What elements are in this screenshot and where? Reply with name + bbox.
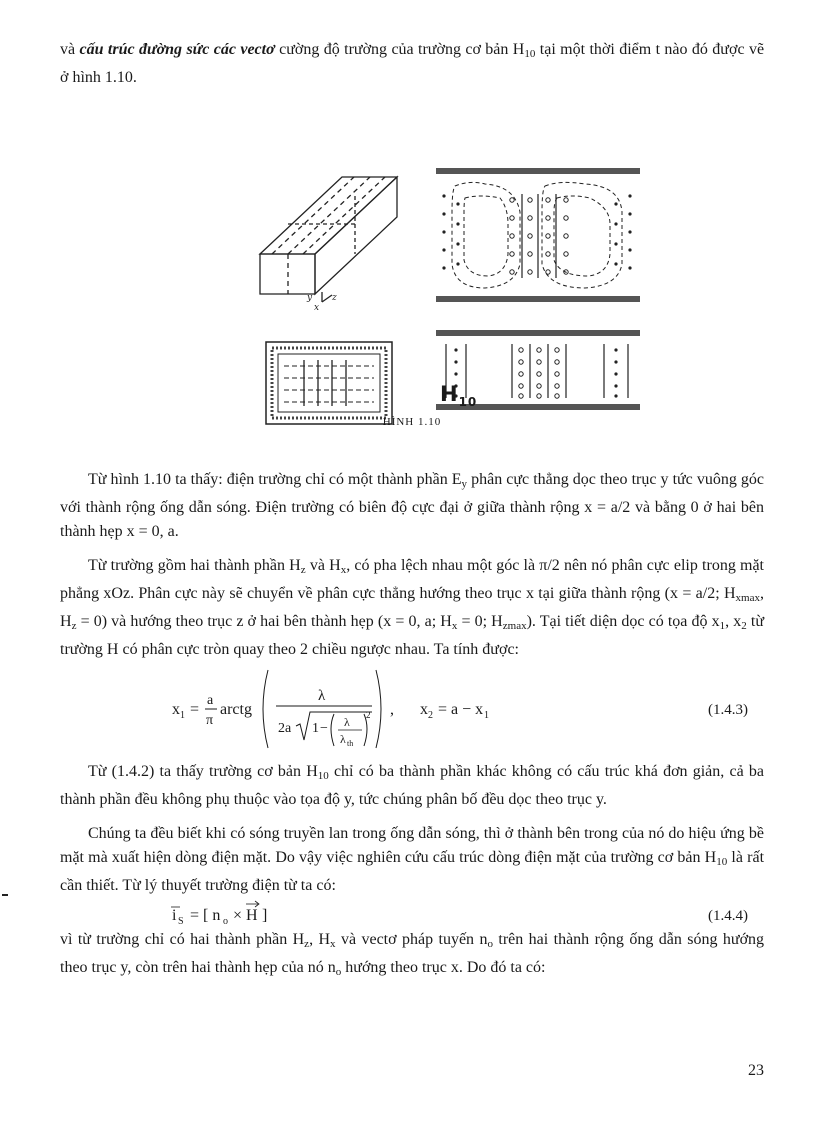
page-number: 23 (748, 1062, 764, 1079)
body-text (60, 468, 764, 984)
eq2-h: H (246, 907, 258, 924)
eq1-lambda-th-sub: th (347, 739, 354, 748)
eq1-inner-num: λ (318, 688, 326, 704)
eq1-exponent: 2 (366, 710, 371, 720)
longitudinal-top-view (436, 168, 640, 302)
eq2-lhs: i (172, 907, 177, 924)
paragraph-h10-components: Từ (1.4.2) ta thấy trường cơ bản $H_{10}$ chỉ có ba thành phần khác không có cấu trúc khá đơn giản, cả ba thành phần đều không phụ thuộc vào tọa độ y, tức chúng phân bố đều dọc theo trục y. (60, 763, 764, 808)
paragraph-surface-current: Chúng ta đều biết khi có sóng truyền lan trong ống dẫn sóng, thì ở thành bên trong của nó do hiệu ứng bề mặt mà xuất hiện dòng điện mặt. Do vậy việc nghiên cứu cấu trúc dòng điện mặt của trường cơ bản $H_{10}$ là rất cần thiết. Từ lý thuyết trường điện từ ta có: (60, 825, 765, 894)
eq1-frac-den: π (206, 713, 214, 728)
eq2-n0-sub: o (223, 916, 228, 927)
cross-section-view (266, 342, 392, 424)
page-content (60, 38, 764, 984)
eq1-equals: = (190, 701, 200, 718)
eq1-lambda: λ (344, 715, 350, 729)
eq2-open: = [ n (190, 907, 221, 924)
eq1-coef: 2a (278, 721, 292, 736)
eq1-number: (1.4.3) (708, 702, 748, 718)
intro-paragraph: và cấu trúc đường sức các vectơ cường độ trường của trường cơ bản $H_{10}$ tại một thời điểm t nào đó được vẽ ở hình 1.10. (60, 41, 765, 86)
eq1-one: 1 (312, 721, 319, 736)
eq1-x2-rhs-sub: 1 (484, 710, 489, 721)
eq1-lhs-sub: 1 (180, 710, 185, 721)
eq1-x2-rhs: = a − x (438, 701, 484, 718)
eq2-number: (1.4.4) (708, 908, 748, 924)
axis-y-label: y (307, 293, 313, 303)
equation-1-4-4 (60, 898, 764, 928)
paragraph-efield: Từ hình 1.10 ta thấy: điện trường chỉ có một thành phần $E_y$ phân cực thẳng dọc theo trục y tức vuông góc với thành rộng ống dẫn sóng. Điện trường có biên độ cực đại ở giữa thành rộng x = a/2 và bằng 0 ở hai bên thành hẹp x = 0, a. (60, 471, 765, 540)
eq1-frac-num: a (207, 693, 214, 708)
figure-mode-label: $H_{10}$ (440, 382, 478, 410)
eq1-x2-sub: 2 (428, 710, 433, 721)
axis-z-label: z (332, 293, 337, 303)
paragraph-hfield: Từ trường gồm hai thành phần $H_z$ và $H_x$, có pha lệch nhau một góc là π/2 nên nó phân cực elip trong mặt phẳng xOz. Phân cực này sẽ chuyển về phân cực thẳng hướng theo trục x tại giữa thành rộng (x = a/2; $H_{xmax}$, $H_z = 0$) và hướng theo trục z ở hai bên thành hẹp (x = 0, a; $H_x = 0$; $H_{zmax}$). Tại tiết diện dọc có tọa độ $x_1$, $x_2$ từ trường H có phân cực tròn quay theo 2 chiều ngược nhau. Ta tính được: (60, 557, 765, 658)
margin-mark (2, 894, 8, 896)
eq1-lambda-th: λ (340, 732, 346, 746)
figure-caption: HÌNH 1.10 (382, 416, 442, 428)
eq2-lhs-sub: S (178, 916, 184, 927)
eq2-cross: × (233, 907, 243, 924)
axis-x-label: x (314, 303, 320, 313)
equation-1-4-3 (60, 666, 764, 752)
eq1-comma: , (390, 701, 394, 718)
figure-drawing (60, 104, 764, 436)
eq1-arctg: arctg (220, 701, 252, 718)
eq1-minus: − (320, 721, 328, 736)
waveguide-3d-sketch (260, 177, 397, 302)
equation-1-4-3-drawing (60, 666, 764, 752)
eq1-x2: x (420, 701, 428, 718)
eq2-close: ] (262, 907, 268, 924)
eq1-lhs: x (172, 701, 180, 718)
paragraph-normal-vector: vì từ trường chỉ có hai thành phần $H_z$, $H_x$ và vectơ pháp tuyến $n_o$ trên hai thành rộng ống dẫn sóng hướng theo trục y, còn trên hai thành hẹp của nó $n_o$ hướng theo trục x. Do đó ta có: (60, 931, 765, 978)
figure-1-10 (60, 104, 764, 436)
equation-1-4-4-drawing (60, 898, 764, 928)
